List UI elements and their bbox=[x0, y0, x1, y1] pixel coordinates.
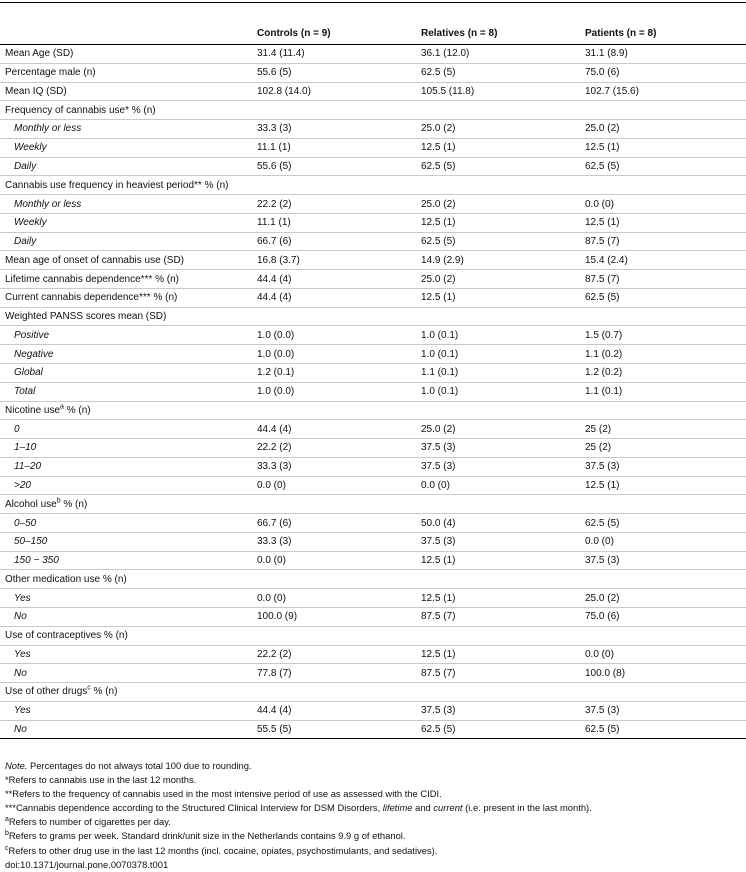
cell-controls: 22.2 (2) bbox=[257, 648, 292, 660]
cell-relatives: 62.5 (5) bbox=[421, 723, 456, 735]
cell-relatives bbox=[416, 495, 580, 514]
note-a-mark: a bbox=[5, 816, 9, 824]
cell-patients bbox=[580, 570, 746, 589]
table-row bbox=[0, 213, 746, 232]
row-label bbox=[0, 176, 252, 195]
cell-relatives: 62.5 (5) bbox=[421, 160, 456, 172]
row-label bbox=[0, 232, 252, 251]
table-row bbox=[0, 439, 746, 458]
header-label bbox=[0, 22, 252, 45]
cell-patients: 87.5 (7) bbox=[585, 236, 620, 248]
header-controls: Controls (n = 9) bbox=[257, 27, 331, 39]
cell-controls: 1.0 (0.0) bbox=[257, 348, 295, 360]
cell-patients: 25 (2) bbox=[585, 423, 612, 435]
row-label bbox=[0, 213, 252, 232]
table-row bbox=[0, 232, 746, 251]
row-label bbox=[0, 532, 252, 551]
row-label bbox=[0, 701, 252, 720]
cell-controls: 44.4 (4) bbox=[257, 292, 292, 304]
cell-controls: 22.2 (2) bbox=[257, 442, 292, 454]
note-c-mark: c bbox=[5, 844, 9, 852]
note-b bbox=[5, 829, 741, 843]
cell-relatives: 12.5 (1) bbox=[421, 142, 456, 154]
row-label bbox=[0, 45, 252, 64]
cell-controls: 0.0 (0) bbox=[257, 555, 286, 567]
cell-relatives: 50.0 (4) bbox=[421, 517, 456, 529]
cell-patients bbox=[580, 495, 746, 514]
row-label-text: Global bbox=[14, 367, 43, 379]
row-label bbox=[0, 476, 252, 495]
cell-relatives: 25.0 (2) bbox=[421, 273, 456, 285]
cell-controls bbox=[252, 683, 416, 702]
footnote-mark: c bbox=[87, 685, 91, 693]
table-row bbox=[0, 195, 746, 214]
row-label-text: 50–150 bbox=[14, 536, 48, 548]
row-label bbox=[0, 645, 252, 664]
cell-controls: 1.0 (0.0) bbox=[257, 386, 295, 398]
table-row bbox=[0, 251, 746, 270]
table-row bbox=[0, 138, 746, 157]
cell-relatives: 12.5 (1) bbox=[421, 217, 456, 229]
row-label-text: Frequency of cannabis use* % (n) bbox=[5, 104, 156, 116]
cell-relatives: 105.5 (11.8) bbox=[421, 85, 475, 97]
row-label bbox=[0, 495, 252, 514]
doi: doi:10.1371/journal.pone.0070378.t001 bbox=[5, 858, 169, 870]
table-row bbox=[0, 326, 746, 345]
cell-patients: 100.0 (8) bbox=[585, 667, 626, 679]
cell-relatives: 12.5 (1) bbox=[421, 555, 456, 567]
cell-controls bbox=[252, 495, 416, 514]
cell-patients: 37.5 (3) bbox=[585, 705, 620, 717]
cell-controls: 11.1 (1) bbox=[257, 142, 291, 154]
table-row bbox=[0, 101, 746, 120]
cell-patients: 102.7 (15.6) bbox=[585, 85, 639, 97]
note-star3-part: ***Cannabis dependence according to the Structured Clinical Interview for DSM Disorders, bbox=[5, 802, 383, 814]
cell-patients: 1.5 (0.7) bbox=[585, 329, 623, 341]
row-label-text: Monthly or less bbox=[14, 123, 82, 135]
note-prefix: Note. bbox=[5, 760, 28, 771]
row-label bbox=[0, 195, 252, 214]
cell-patients bbox=[580, 683, 746, 702]
cell-relatives: 87.5 (7) bbox=[421, 667, 456, 679]
table-row bbox=[0, 476, 746, 495]
cell-patients bbox=[580, 101, 746, 120]
row-label-text: No bbox=[14, 611, 27, 623]
table-header-row bbox=[0, 22, 746, 45]
table-row bbox=[0, 683, 746, 702]
cell-patients: 62.5 (5) bbox=[585, 517, 620, 529]
cell-controls bbox=[252, 307, 416, 326]
cell-relatives: 12.5 (1) bbox=[421, 292, 456, 304]
cell-relatives: 1.0 (0.1) bbox=[421, 348, 459, 360]
footnote-mark: b bbox=[56, 497, 61, 505]
note-b-text: Refers to grams per week. Standard drink/unit size in the Netherlands contains 9.9 g of ethanol. bbox=[8, 830, 406, 842]
cell-controls: 22.2 (2) bbox=[257, 198, 292, 210]
cell-controls: 0.0 (0) bbox=[257, 592, 286, 604]
header-relatives: Relatives (n = 8) bbox=[421, 27, 498, 39]
row-label bbox=[0, 251, 252, 270]
table-row bbox=[0, 382, 746, 401]
table-row bbox=[0, 63, 746, 82]
cell-controls bbox=[252, 570, 416, 589]
table-row bbox=[0, 495, 746, 514]
cell-patients: 62.5 (5) bbox=[585, 292, 620, 304]
row-label-text: Monthly or less bbox=[14, 198, 82, 210]
row-label-text: No bbox=[14, 667, 27, 679]
table-row bbox=[0, 120, 746, 139]
row-label-text: Cannabis use frequency in heaviest period** % (n) bbox=[5, 179, 229, 191]
cell-controls: 31.4 (11.4) bbox=[257, 48, 305, 60]
cell-patients: 37.5 (3) bbox=[585, 555, 620, 567]
table-row bbox=[0, 345, 746, 364]
row-label-text: Mean IQ (SD) bbox=[5, 85, 67, 97]
note-star3-part: and bbox=[412, 802, 434, 814]
row-label bbox=[0, 345, 252, 364]
cell-controls bbox=[252, 101, 416, 120]
cell-patients: 87.5 (7) bbox=[585, 273, 620, 285]
cell-patients: 0.0 (0) bbox=[585, 198, 614, 210]
cell-patients: 25.0 (2) bbox=[585, 592, 620, 604]
row-label-text: Percentage male (n) bbox=[5, 67, 96, 79]
cell-patients: 25.0 (2) bbox=[585, 123, 620, 135]
cell-controls: 0.0 (0) bbox=[257, 479, 286, 491]
row-label-text: Daily bbox=[14, 160, 37, 172]
cell-relatives: 62.5 (5) bbox=[421, 67, 456, 79]
table-row bbox=[0, 645, 746, 664]
cell-controls: 33.3 (3) bbox=[257, 536, 292, 548]
row-label-text: 11–20 bbox=[14, 461, 42, 473]
row-label bbox=[0, 457, 252, 476]
table-row bbox=[0, 532, 746, 551]
row-label bbox=[0, 364, 252, 383]
cell-patients: 1.1 (0.1) bbox=[585, 386, 623, 398]
table-row bbox=[0, 420, 746, 439]
cell-controls bbox=[252, 176, 416, 195]
row-label-text: Nicotine use bbox=[5, 404, 61, 416]
cell-patients: 0.0 (0) bbox=[585, 536, 614, 548]
row-label-text: 1–10 bbox=[14, 442, 37, 454]
row-label bbox=[0, 720, 252, 739]
note-star3 bbox=[5, 801, 741, 815]
cell-relatives: 25.0 (2) bbox=[421, 123, 456, 135]
row-label bbox=[0, 683, 252, 702]
cell-patients: 25 (2) bbox=[585, 442, 612, 454]
cell-patients: 37.5 (3) bbox=[585, 461, 620, 473]
note-star1: *Refers to cannabis use in the last 12 months. bbox=[5, 774, 197, 786]
table-row bbox=[0, 307, 746, 326]
row-label-text: Mean age of onset of cannabis use (SD) bbox=[5, 254, 184, 266]
cell-controls: 55.5 (5) bbox=[257, 723, 292, 735]
cell-patients bbox=[580, 626, 746, 645]
row-label-text: Weighted PANSS scores mean (SD) bbox=[5, 311, 167, 323]
note-star3-part: (i.e. present in the last month). bbox=[462, 802, 592, 814]
cell-controls: 1.0 (0.0) bbox=[257, 329, 295, 341]
row-label bbox=[0, 589, 252, 608]
cell-relatives: 37.5 (3) bbox=[421, 461, 456, 473]
table-row bbox=[0, 288, 746, 307]
table-row bbox=[0, 589, 746, 608]
row-label-text: Weekly bbox=[14, 217, 47, 229]
row-label-text: Total bbox=[14, 386, 36, 398]
cell-controls: 33.3 (3) bbox=[257, 461, 292, 473]
cell-controls: 102.8 (14.0) bbox=[257, 85, 311, 97]
cell-relatives bbox=[416, 176, 580, 195]
row-label-text: 0 bbox=[14, 423, 20, 435]
row-label-text: Alcohol use bbox=[5, 498, 57, 510]
table-row bbox=[0, 401, 746, 420]
row-label bbox=[0, 82, 252, 101]
cell-controls: 100.0 (9) bbox=[257, 611, 298, 623]
cell-controls: 33.3 (3) bbox=[257, 123, 292, 135]
note-c-text: Refers to other drug use in the last 12 months (incl. cocaine, opiates, psychostimulants, and sedatives). bbox=[8, 844, 438, 856]
row-label-text: 150 − 350 bbox=[14, 555, 59, 567]
row-label bbox=[0, 664, 252, 683]
cell-controls: 11.1 (1) bbox=[257, 217, 291, 229]
table-row bbox=[0, 720, 746, 739]
row-label-text: Yes bbox=[14, 705, 31, 717]
cell-patients bbox=[580, 176, 746, 195]
cell-relatives: 12.5 (1) bbox=[421, 648, 456, 660]
cell-patients: 12.5 (1) bbox=[585, 217, 620, 229]
cell-controls: 44.4 (4) bbox=[257, 423, 292, 435]
table-row bbox=[0, 157, 746, 176]
row-label-text: Lifetime cannabis dependence*** % (n) bbox=[5, 273, 179, 285]
row-label bbox=[0, 401, 252, 420]
table-row bbox=[0, 701, 746, 720]
cell-relatives: 1.0 (0.1) bbox=[421, 386, 459, 398]
cell-patients: 75.0 (6) bbox=[585, 67, 620, 79]
cell-controls: 55.6 (5) bbox=[257, 67, 292, 79]
cell-relatives: 25.0 (2) bbox=[421, 423, 456, 435]
row-label-text: Yes bbox=[14, 592, 31, 604]
row-label bbox=[0, 63, 252, 82]
table-row bbox=[0, 82, 746, 101]
table-row bbox=[0, 570, 746, 589]
cell-controls: 1.2 (0.1) bbox=[257, 367, 295, 379]
row-label bbox=[0, 514, 252, 533]
cell-relatives: 0.0 (0) bbox=[421, 479, 450, 491]
note-text: Percentages do not always total 100 due to rounding. bbox=[27, 760, 252, 771]
row-label bbox=[0, 607, 252, 626]
cell-relatives: 25.0 (2) bbox=[421, 198, 456, 210]
cell-patients bbox=[580, 307, 746, 326]
table-row bbox=[0, 551, 746, 570]
cell-relatives: 62.5 (5) bbox=[421, 236, 456, 248]
table-row bbox=[0, 626, 746, 645]
cell-patients: 75.0 (6) bbox=[585, 611, 620, 623]
row-label-text: Daily bbox=[14, 236, 37, 248]
row-label bbox=[0, 382, 252, 401]
row-label bbox=[0, 570, 252, 589]
cell-relatives bbox=[416, 683, 580, 702]
cell-relatives bbox=[416, 101, 580, 120]
cell-relatives: 36.1 (12.0) bbox=[421, 48, 470, 60]
note-b-mark: b bbox=[5, 830, 9, 838]
table-row bbox=[0, 364, 746, 383]
cell-patients: 62.5 (5) bbox=[585, 723, 620, 735]
cell-relatives: 1.0 (0.1) bbox=[421, 329, 459, 341]
cell-controls: 44.4 (4) bbox=[257, 705, 292, 717]
row-label-text: Yes bbox=[14, 648, 31, 660]
cell-relatives: 87.5 (7) bbox=[421, 611, 456, 623]
row-label-text: Weekly bbox=[14, 142, 47, 154]
row-label-text: Negative bbox=[14, 348, 54, 360]
row-label-suffix: % (n) bbox=[60, 498, 88, 510]
row-label-text: Use of other drugs bbox=[5, 686, 88, 698]
cell-patients: 1.2 (0.2) bbox=[585, 367, 623, 379]
cell-controls bbox=[252, 626, 416, 645]
cell-relatives: 37.5 (3) bbox=[421, 705, 456, 717]
row-label bbox=[0, 626, 252, 645]
cell-patients: 31.1 (8.9) bbox=[585, 48, 628, 60]
note-star3-current: current bbox=[433, 802, 463, 814]
cell-relatives bbox=[416, 626, 580, 645]
table-row bbox=[0, 45, 746, 64]
table-row bbox=[0, 457, 746, 476]
row-label-text: 0–50 bbox=[14, 517, 37, 529]
footnote-mark: a bbox=[60, 403, 64, 411]
row-label bbox=[0, 101, 252, 120]
row-label bbox=[0, 439, 252, 458]
table-row bbox=[0, 607, 746, 626]
row-label-text: >20 bbox=[14, 479, 31, 491]
row-label-text: Positive bbox=[14, 329, 50, 341]
cell-relatives bbox=[416, 570, 580, 589]
row-label-suffix: % (n) bbox=[63, 404, 91, 416]
row-label bbox=[0, 138, 252, 157]
table-row bbox=[0, 270, 746, 289]
cell-controls bbox=[252, 401, 416, 420]
cell-relatives bbox=[416, 307, 580, 326]
top-rule bbox=[0, 2, 746, 3]
table-row bbox=[0, 664, 746, 683]
cell-controls: 66.7 (6) bbox=[257, 236, 292, 248]
row-label-text: Use of contraceptives % (n) bbox=[5, 630, 128, 642]
cell-relatives: 37.5 (3) bbox=[421, 536, 456, 548]
cell-patients: 12.5 (1) bbox=[585, 479, 620, 491]
cell-controls: 66.7 (6) bbox=[257, 517, 292, 529]
cell-relatives bbox=[416, 401, 580, 420]
cell-patients: 1.1 (0.2) bbox=[585, 348, 623, 360]
cell-relatives: 14.9 (2.9) bbox=[421, 254, 464, 266]
demographics-table bbox=[0, 22, 746, 739]
row-label bbox=[0, 551, 252, 570]
row-label bbox=[0, 288, 252, 307]
row-label-suffix: % (n) bbox=[90, 686, 118, 698]
cell-patients bbox=[580, 401, 746, 420]
row-label bbox=[0, 270, 252, 289]
table-body bbox=[0, 45, 746, 739]
table-row bbox=[0, 514, 746, 533]
row-label bbox=[0, 326, 252, 345]
row-label bbox=[0, 420, 252, 439]
cell-patients: 12.5 (1) bbox=[585, 142, 620, 154]
note-star3-lifetime: lifetime bbox=[382, 802, 413, 814]
cell-patients: 15.4 (2.4) bbox=[585, 254, 628, 266]
table-notes bbox=[5, 759, 741, 872]
row-label-text: Other medication use % (n) bbox=[5, 573, 127, 585]
row-label bbox=[0, 120, 252, 139]
cell-patients: 62.5 (5) bbox=[585, 160, 620, 172]
cell-relatives: 37.5 (3) bbox=[421, 442, 456, 454]
row-label-text: No bbox=[14, 723, 27, 735]
row-label bbox=[0, 157, 252, 176]
row-label-text: Mean Age (SD) bbox=[5, 48, 74, 60]
note-a-text: Refers to number of cigarettes per day. bbox=[8, 816, 171, 828]
row-label-text: Current cannabis dependence*** % (n) bbox=[5, 292, 178, 304]
row-label bbox=[0, 307, 252, 326]
cell-controls: 55.6 (5) bbox=[257, 160, 292, 172]
table-row bbox=[0, 176, 746, 195]
note-a bbox=[5, 815, 741, 829]
cell-controls: 16.8 (3.7) bbox=[257, 254, 300, 266]
cell-controls: 77.8 (7) bbox=[257, 667, 292, 679]
cell-relatives: 1.1 (0.1) bbox=[421, 367, 459, 379]
note-star2: **Refers to the frequency of cannabis used in the most intensive period of use as assessed with the CIDI. bbox=[5, 788, 442, 800]
cell-patients: 0.0 (0) bbox=[585, 648, 614, 660]
header-patients: Patients (n = 8) bbox=[585, 27, 657, 39]
cell-controls: 44.4 (4) bbox=[257, 273, 292, 285]
cell-relatives: 12.5 (1) bbox=[421, 592, 456, 604]
note-rounding bbox=[5, 759, 741, 773]
